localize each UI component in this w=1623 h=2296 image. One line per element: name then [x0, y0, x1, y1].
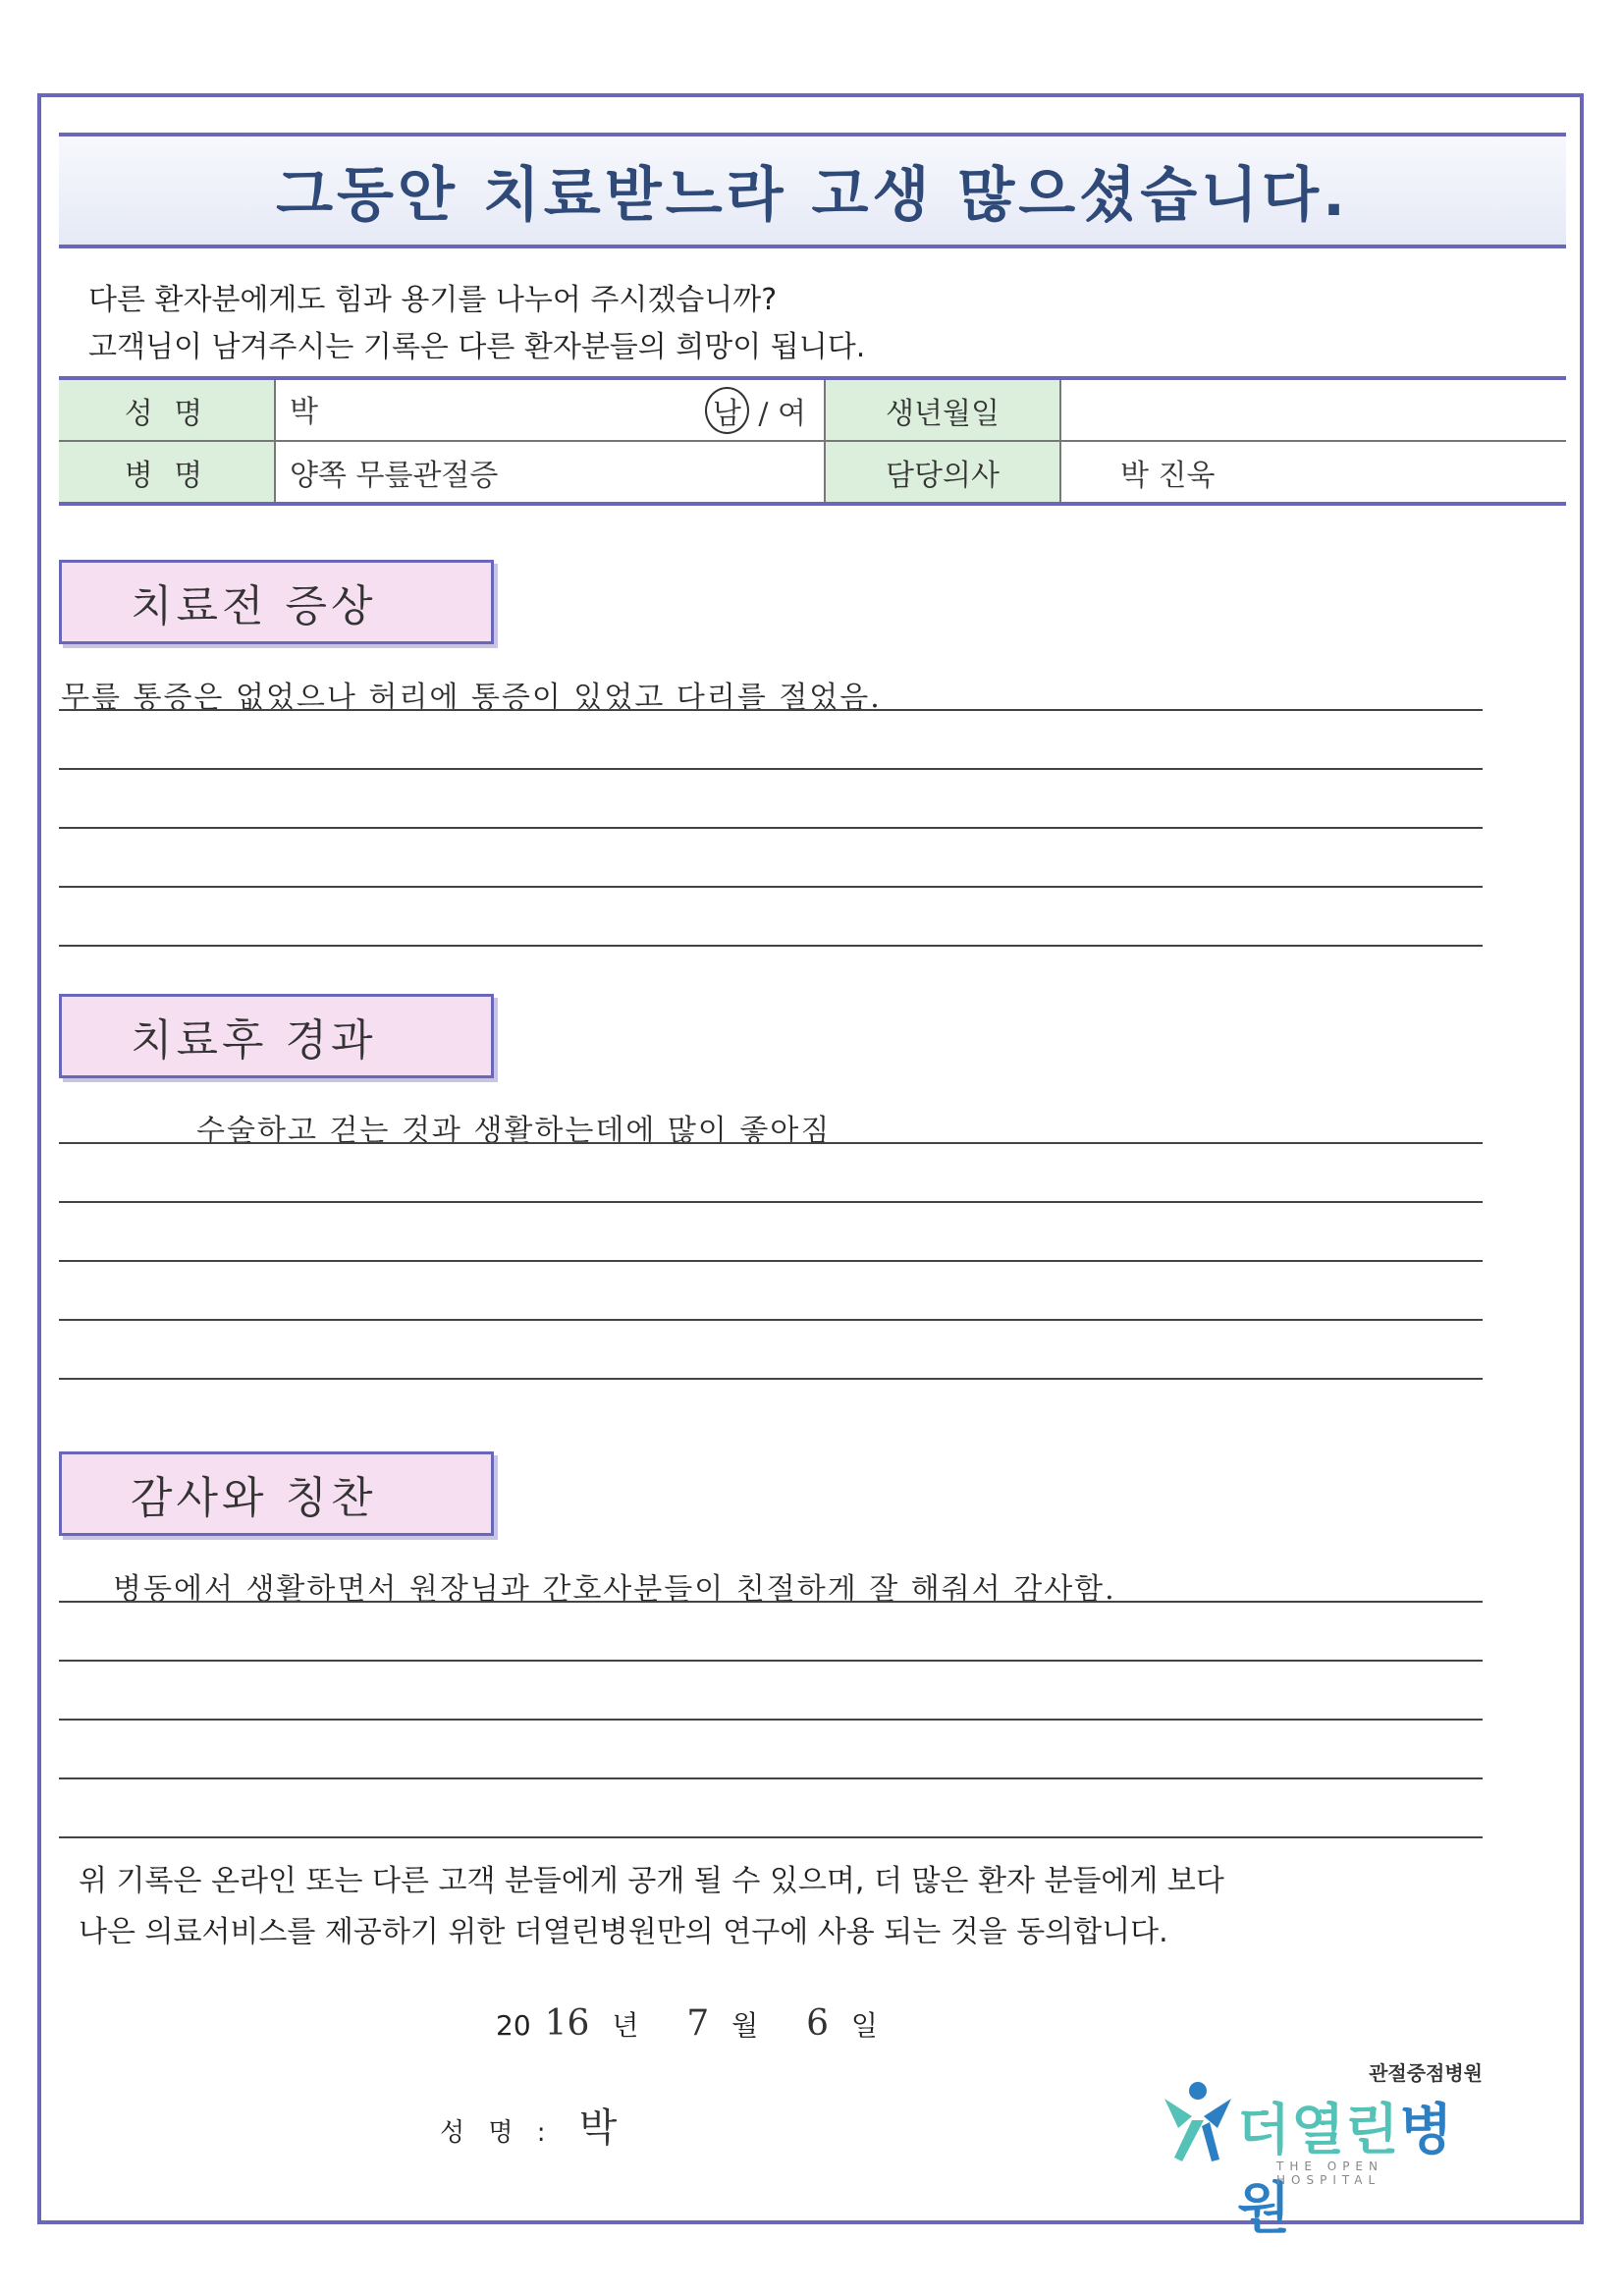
disease-field[interactable]: 양쪽 무릎관절증: [275, 441, 825, 504]
ruled-line: [59, 709, 1483, 711]
patient-info-table: [59, 376, 1566, 506]
year-label: 년: [612, 2009, 639, 2042]
ruled-line: [59, 1319, 1483, 1321]
hospital-logo: [1159, 2057, 1492, 2241]
signature-row: [440, 2097, 619, 2153]
disease-label: 병 명: [59, 441, 275, 504]
consent-text: [79, 1856, 1532, 1958]
birthdate-field[interactable]: [1060, 378, 1566, 441]
hospital-figure-icon: [1159, 2077, 1237, 2165]
ruled-line: [59, 768, 1483, 770]
name-field[interactable]: [275, 378, 825, 441]
after-treatment-text[interactable]: 수술하고 걷는 것과 생활하는데에 많이 좋아짐: [196, 1114, 832, 1148]
day-label: 일: [850, 2009, 878, 2042]
date-row: [496, 2003, 878, 2044]
month-value[interactable]: 7: [686, 2003, 710, 2044]
section-before-treatment-label: 치료전 증상: [59, 560, 494, 644]
ruled-line: [59, 1719, 1483, 1721]
gender-selector[interactable]: [705, 387, 806, 434]
doctor-field[interactable]: 박 진욱: [1060, 441, 1566, 504]
section-after-treatment-label: 치료후 경과: [59, 994, 494, 1078]
consent-line-1: 위 기록은 온라인 또는 다른 고객 분들에게 공개 될 수 있으며, 더 많은 환자 분들에게 보다: [79, 1864, 1224, 1898]
ruled-line: [59, 945, 1483, 947]
name-value: 박: [290, 394, 318, 429]
name-label: 성 명: [59, 378, 275, 441]
logo-english: THE OPEN HOSPITAL: [1276, 2159, 1383, 2187]
gender-male-option[interactable]: 남: [705, 387, 749, 434]
section-thanks-label: 감사와 칭찬: [59, 1451, 494, 1536]
logo-name-part1: 더열린: [1237, 2099, 1400, 2162]
gender-female-option[interactable]: 여: [778, 396, 806, 431]
year-prefix: 20: [496, 2009, 531, 2042]
logo-subtitle: 관절중점병원: [1369, 2061, 1483, 2085]
ruled-line: [59, 1660, 1483, 1662]
thanks-text[interactable]: 병동에서 생활하면서 원장님과 간호사분들이 친절하게 잘 해줘서 감사함.: [113, 1572, 1116, 1607]
intro-line-2: 고객님이 남겨주시는 기록은 다른 환자분들의 희망이 됩니다.: [88, 330, 866, 364]
month-label: 월: [731, 2009, 759, 2042]
ruled-line: [59, 1260, 1483, 1262]
ruled-line: [59, 1601, 1483, 1603]
page-title: 그동안 치료받느라 고생 많으셨습니다.: [276, 161, 1349, 230]
consent-line-2: 나은 의료서비스를 제공하기 위한 더열린병원만의 연구에 사용 되는 것을 동의합니다.: [79, 1915, 1168, 1949]
day-value[interactable]: 6: [806, 2003, 830, 2044]
ruled-line: [59, 827, 1483, 829]
intro-text: [88, 277, 865, 371]
logo-name-part2: 병원: [1237, 2099, 1454, 2241]
gender-separator: /: [758, 396, 769, 431]
ruled-line: [59, 1201, 1483, 1203]
signature-value[interactable]: 박: [578, 2105, 620, 2151]
year-value[interactable]: 16: [544, 2003, 590, 2044]
intro-line-1: 다른 환자분에게도 힘과 용기를 나누어 주시겠습니까?: [88, 283, 778, 317]
doctor-label: 담당의사: [825, 441, 1060, 504]
ruled-line: [59, 1836, 1483, 1838]
signature-label: 성 명 :: [440, 2118, 554, 2148]
ruled-line: [59, 1777, 1483, 1779]
ruled-line: [59, 1142, 1483, 1144]
birthdate-label: 생년월일: [825, 378, 1060, 441]
before-treatment-text[interactable]: 무릎 통증은 없었으나 허리에 통증이 있었고 다리를 절었음.: [61, 681, 882, 715]
title-banner: [59, 133, 1566, 248]
ruled-line: [59, 1378, 1483, 1380]
ruled-line: [59, 886, 1483, 888]
